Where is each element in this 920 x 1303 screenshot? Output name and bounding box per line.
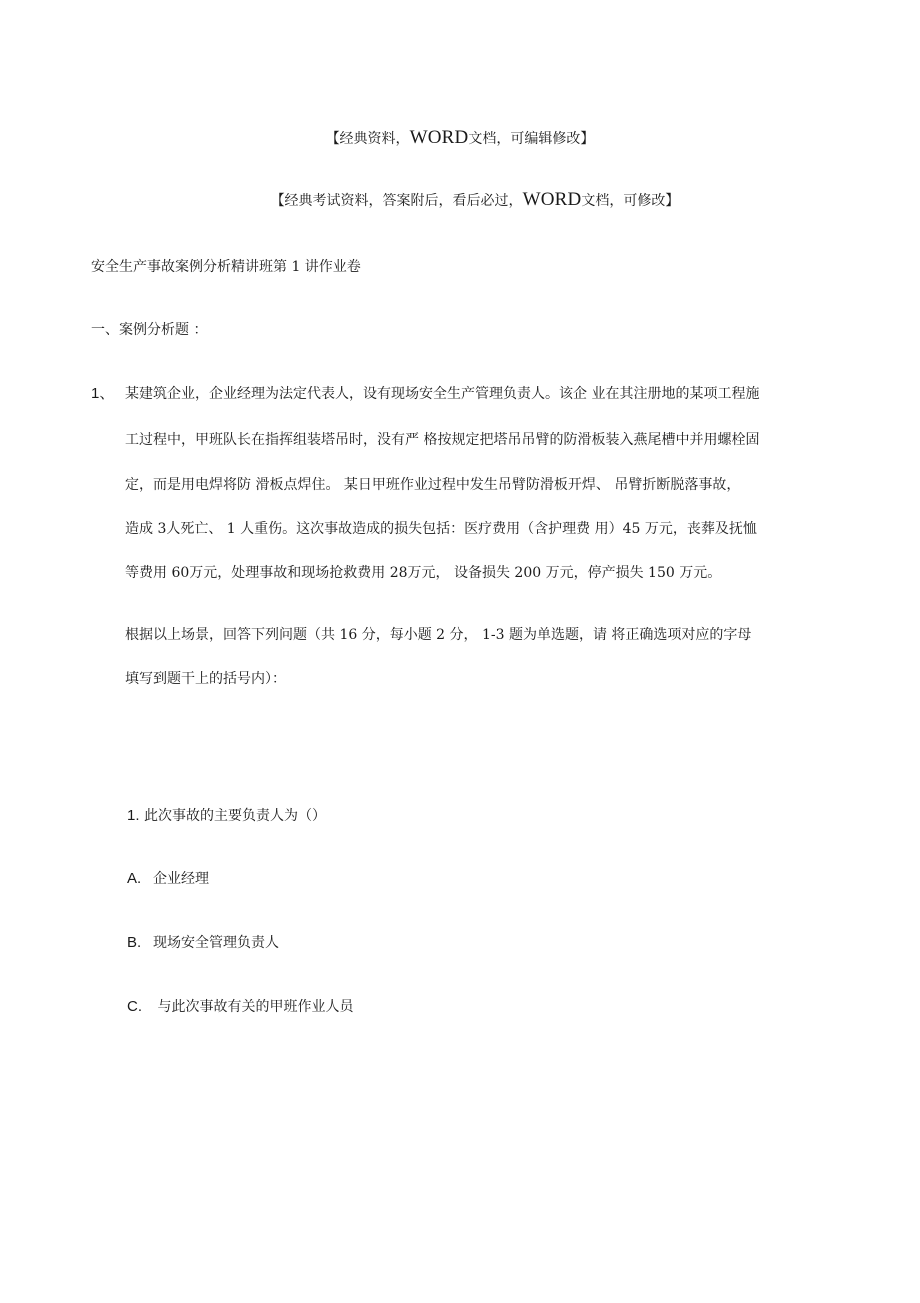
option-text: 与此次事故有关的甲班作业人员 (153, 999, 354, 1015)
option-label: B. (127, 934, 142, 951)
case-paragraph-line: 定，而是用电焊将防 滑板点焊住。 某日甲班作业过程中发生吊臂防滑板开焊、 吊臂折断脱落事故， (125, 477, 741, 493)
header-line-2-suffix: 文档，可修改】 (581, 193, 680, 209)
header-line-1-suffix: 文档，可编辑修改】 (468, 131, 595, 147)
option-label: C. (127, 998, 142, 1015)
section-heading: 一、案例分析题 ： (91, 322, 208, 338)
option-label: A. (127, 870, 142, 887)
case-paragraph-line: 某建筑企业，企业经理为法定代表人，设有现场安全生产管理负责人。该企 业在其注册地的某项工程施 (125, 386, 760, 402)
case-paragraph-line: 造成 3人死亡、 1 人重伤。这次事故造成的损失包括：医疗费用（含护理费 用）45 万元，丧葬及抚恤 (125, 521, 757, 537)
question-number: 1. (127, 807, 140, 824)
header-line-1 (0, 128, 920, 149)
header-line-1-prefix: 【经典资料， (325, 131, 410, 147)
document-title: 安全生产事故案例分析精讲班第 1 讲作业卷 (91, 259, 361, 275)
header-line-2-prefix: 【经典考试资料，答案附后，看后必过， (270, 193, 523, 209)
case-paragraph-line: 工过程中，甲班队长在指挥组装塔吊时，没有严 格按规定把塔吊吊臂的防滑板装入燕尾槽中并用螺栓固 (125, 432, 760, 448)
option-b (127, 933, 279, 953)
option-c (127, 997, 353, 1017)
instruction-line: 根据以上场景，回答下列问题（共 16 分，每小题 2 分， 1-3 题为单选题，请 将正确选项对应的字母 (125, 627, 752, 643)
case-paragraph-line: 等费用 60万元，处理事故和现场抢救费用 28万元， 设备损失 200 万元，停产损失 150 万元。 (125, 565, 722, 581)
option-text: 现场安全管理负责人 (153, 935, 279, 951)
header-line-1-word: WORD (409, 127, 469, 148)
case-item-number: 1、 (91, 385, 115, 402)
option-a (127, 869, 209, 889)
header-line-2 (0, 190, 920, 211)
question-1 (127, 806, 326, 826)
header-line-2-word: WORD (522, 189, 582, 210)
question-text: 此次事故的主要负责人为（） (143, 808, 326, 824)
instruction-line: 填写到题干上的括号内）： (125, 671, 286, 687)
option-text: 企业经理 (153, 871, 209, 887)
